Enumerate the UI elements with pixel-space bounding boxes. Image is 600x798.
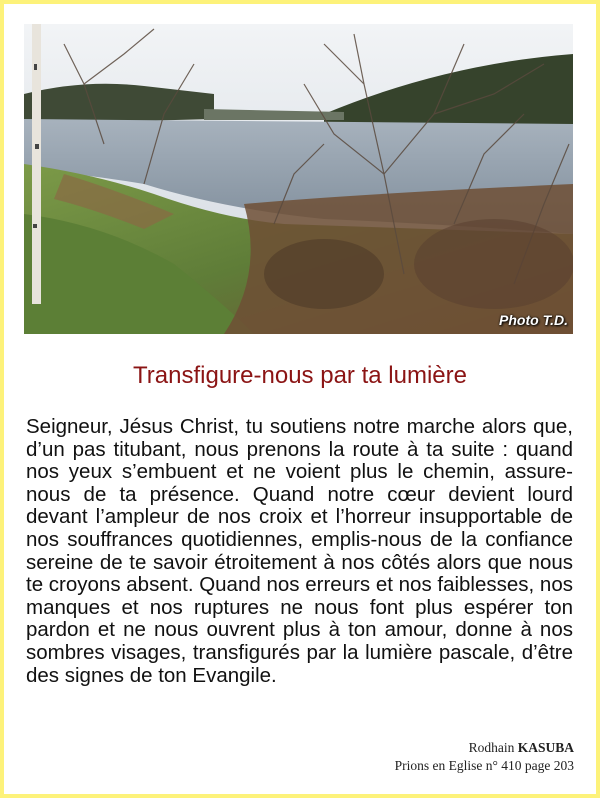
- source-reference: Prions en Eglise n° 410 page 203: [394, 758, 574, 773]
- author-first-name: Rodhain: [468, 740, 515, 755]
- photo-credit: Photo T.D.: [499, 312, 568, 328]
- author-name: [469, 740, 574, 756]
- author-last-name: KASUBA: [517, 740, 574, 755]
- prayer-text: Seigneur, Jésus Christ, tu soutiens notre marche alors que, d’un pas titubant, nous prenons la route à ta suite : quand nos yeux s’embuent et ne voient plus le chemin, assure-nous de ta présence. Quand notre cœur devient lourd devant l’ampleur de nos croix et l’horreur insupportable de nos souffrances quotidiennes, emplis-nous de la confiance sereine de te savoir étroitement à nos côtés alors que nous te croyons absent. Quand nos erreurs et nos faiblesses, nos manques et nos ruptures ne nous font plus espérer ton pardon et ne nous ouvrent plus à ton amour, donne à nos sombres visages, transfigurés par la lumière pascale, d’être des signes de ton Evangile.: [26, 415, 573, 687]
- prayer-title: Transfigure-nous par ta lumière: [133, 362, 467, 389]
- lake-photo: [24, 24, 573, 334]
- lake-landscape-image: [24, 24, 573, 334]
